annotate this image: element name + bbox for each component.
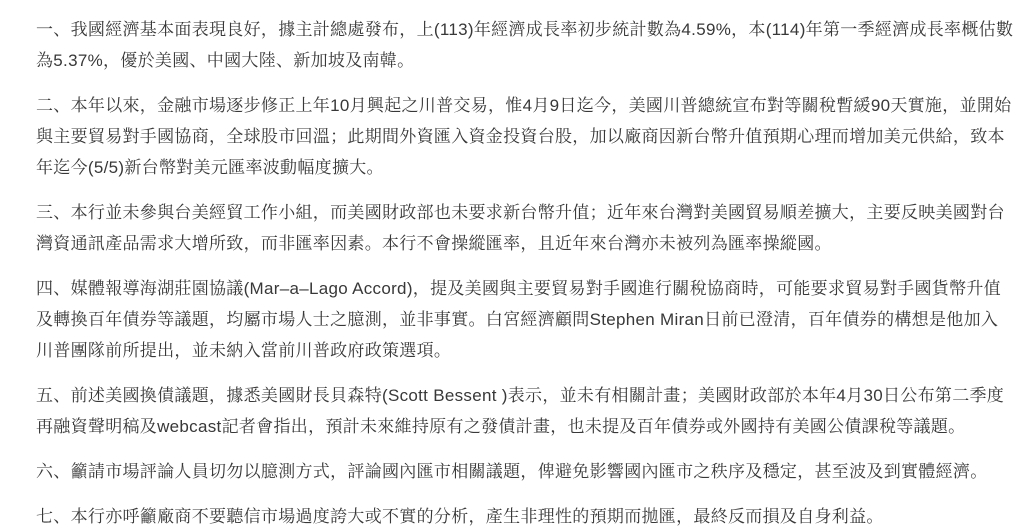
paragraph-7: 七、本行亦呼籲廠商不要聽信市場過度誇大或不實的分析，產生非理性的預期而拋匯，最終反而損及自身利益。 bbox=[36, 507, 884, 526]
paragraph-2: 二、本年以來，金融市場逐步修正上年10月興起之川普交易，惟4月9日迄今，美國川普總統宣布對等關稅暫緩90天實施，並開始與主要貿易對手國協商，全球股市回溫；此期間外資匯入資金投資台股，加以廠商因新台幣升值預期心理而增加美元供給，致本年迄今(5/5)新台幣對美元匯率波動幅度擴大。 bbox=[36, 96, 1012, 177]
paragraph-1: 一、我國經濟基本面表現良好，據主計總處發布，上(113)年經濟成長率初步統計數為4.59%，本(114)年第一季經濟成長率概估數為5.37%，優於美國、中國大陸、新加坡及南韓。 bbox=[36, 20, 1014, 70]
paragraph-3: 三、本行並未參與台美經貿工作小組，而美國財政部也未要求新台幣升值；近年來台灣對美國貿易順差擴大，主要反映美國對台灣資通訊產品需求大增所致，而非匯率因素。本行不會操縱匯率，且近年來台灣亦未被列為匯率操縱國。 bbox=[36, 203, 1005, 253]
paragraph-5: 五、前述美國換債議題，據悉美國財長貝森特(Scott Bessent )表示，並未有相關計畫；美國財政部於本年4月30日公布第二季度再融資聲明稿及webcast記者會指出，預計未來維持原有之發債計畫，也未提及百年債券或外國持有美國公債課稅等議題。 bbox=[36, 386, 1005, 436]
paragraph-4: 四、媒體報導海湖莊園協議(Mar–a–Lago Accord)，提及美國與主要貿易對手國進行關稅協商時，可能要求貿易對手國貨幣升值及轉換百年債券等議題，均屬市場人士之臆測，並非事實。白宮經濟顧問Stephen Miran日前已澄清，百年債券的構想是他加入川普團隊前所提出，並未納入當前川普政府政策選項。 bbox=[36, 279, 1001, 360]
paragraph-6: 六、籲請市場評論人員切勿以臆測方式，評論國內匯市相關議題，俾避免影響國內匯市之秩序及穩定，甚至波及到實體經濟。 bbox=[36, 462, 988, 481]
